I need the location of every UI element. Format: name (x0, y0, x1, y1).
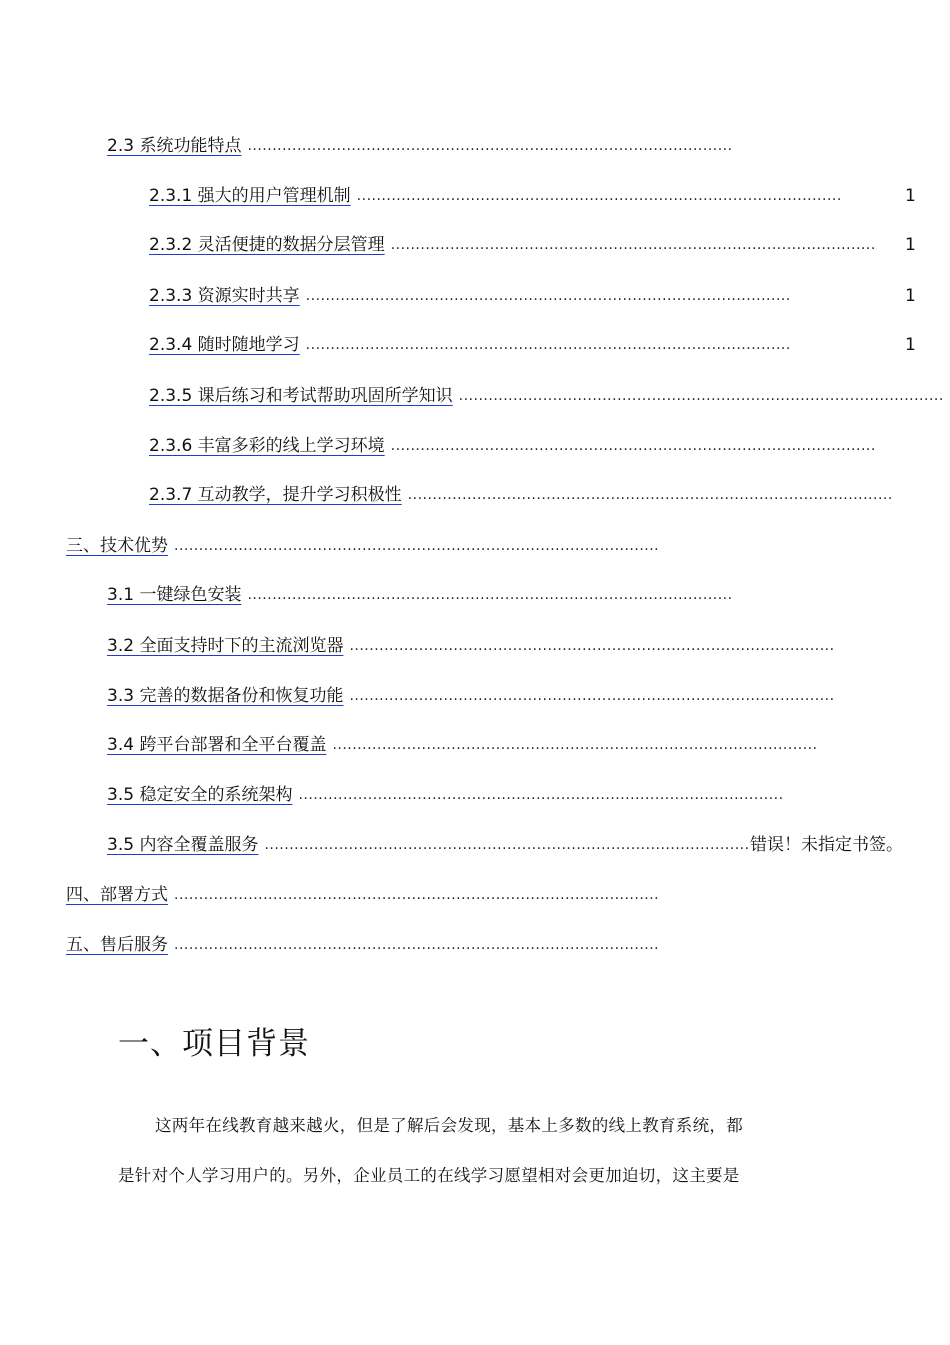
toc-entry-label[interactable]: 2.3.5 课后练习和考试帮助巩固所学知识 (149, 386, 453, 406)
toc-page-number: 1 (905, 335, 916, 355)
toc-entry-label[interactable]: 2.3.3 资源实时共享 (149, 286, 300, 306)
toc-leader-dots: .................................................................................................. (356, 188, 842, 204)
toc-entry[interactable] (107, 783, 784, 807)
toc-entry[interactable] (149, 333, 791, 357)
toc-entry-label[interactable]: 3.3 完善的数据备份和恢复功能 (107, 686, 344, 706)
toc-leader-dots: .................................................................................................. (305, 288, 791, 304)
section-heading: 一、项目背景 (118, 1026, 310, 1062)
toc-entry[interactable] (149, 233, 876, 257)
toc-page-number: 1 (905, 235, 916, 255)
toc-entry[interactable] (66, 933, 660, 957)
paragraph-line: 是针对个人学习用户的。另外，企业员工的在线学习愿望相对会更加迫切，这主要是 (118, 1166, 740, 1185)
toc-entry-label[interactable]: 3.5 稳定安全的系统架构 (107, 785, 293, 805)
toc-leader-dots: .................................................................................................. (247, 138, 733, 154)
toc-leader-dots: .................................................................................................. (390, 438, 876, 454)
toc-entry-label[interactable]: 2.3.2 灵活便捷的数据分层管理 (149, 235, 385, 255)
toc-entry-label[interactable]: 3.5 内容全覆盖服务 (107, 835, 259, 855)
toc-leader-dots: .................................................................................................. (349, 688, 835, 704)
toc-entry[interactable] (66, 534, 660, 558)
toc-entry[interactable] (107, 833, 750, 857)
toc-leader-dots: .................................................................................................. (407, 487, 893, 503)
toc-entry-label[interactable]: 五、售后服务 (66, 935, 168, 955)
toc-leader-dots: .................................................................................................. (298, 787, 784, 803)
toc-entry[interactable] (66, 883, 660, 907)
toc-entry[interactable] (107, 634, 835, 658)
toc-entry[interactable] (149, 284, 791, 308)
toc-leader-dots: .................................................................................................. (349, 638, 835, 654)
toc-entry-label[interactable]: 2.3.1 强大的用户管理机制 (149, 186, 351, 206)
toc-page-number: 1 (905, 186, 916, 206)
toc-entry[interactable] (149, 434, 876, 458)
toc-entry[interactable] (149, 483, 893, 507)
toc-entry-label[interactable]: 3.2 全面支持时下的主流浏览器 (107, 636, 344, 656)
toc-leader-dots: .................................................................................................. (305, 337, 791, 353)
toc-entry-label[interactable]: 2.3.6 丰富多彩的线上学习环境 (149, 436, 385, 456)
toc-leader-dots: .................................................................................................. (174, 937, 660, 953)
toc-leader-dots: .................................................................................................. (458, 388, 944, 404)
toc-entry[interactable] (149, 184, 842, 208)
toc-entry[interactable] (107, 583, 733, 607)
toc-page-number: 错误！未指定书签。 (750, 835, 903, 855)
toc-leader-dots: .................................................................................................. (264, 837, 750, 853)
toc-entry[interactable] (107, 684, 835, 708)
toc-leader-dots: .................................................................................................. (247, 587, 733, 603)
toc-entry-label[interactable]: 3.1 一键绿色安装 (107, 585, 242, 605)
toc-leader-dots: .................................................................................................. (332, 737, 818, 753)
toc-entry-label[interactable]: 3.4 跨平台部署和全平台覆盖 (107, 735, 327, 755)
toc-page-number: 1 (905, 286, 916, 306)
toc-leader-dots: .................................................................................................. (174, 887, 660, 903)
toc-entry[interactable] (107, 134, 733, 158)
toc-entry-label[interactable]: 2.3.7 互动教学，提升学习积极性 (149, 485, 402, 505)
toc-entry-label[interactable]: 三、技术优势 (66, 536, 168, 556)
toc-entry[interactable] (107, 733, 818, 757)
paragraph-line: 这两年在线教育越来越火，但是了解后会发现，基本上多数的线上教育系统，都 (155, 1116, 743, 1135)
toc-leader-dots: .................................................................................................. (174, 538, 660, 554)
toc-entry[interactable] (149, 384, 944, 408)
toc-entry-label[interactable]: 2.3.4 随时随地学习 (149, 335, 300, 355)
toc-leader-dots: .................................................................................................. (390, 237, 876, 253)
toc-entry-label[interactable]: 2.3 系统功能特点 (107, 136, 242, 156)
toc-entry-label[interactable]: 四、部署方式 (66, 885, 168, 905)
